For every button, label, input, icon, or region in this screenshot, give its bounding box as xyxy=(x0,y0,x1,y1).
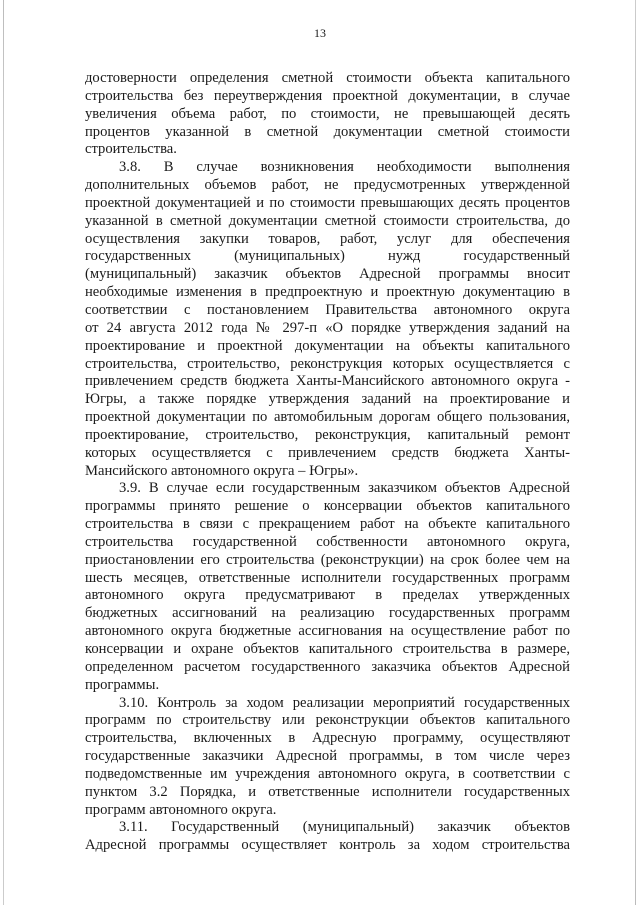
text-line: программ по строительству или реконструкции объектов капитального xyxy=(85,712,570,729)
text-line: 3.11. Государственный (муниципальный) заказчик объектов xyxy=(119,819,570,836)
text-line: проектирование, строительство, реконструкция, капитальный ремонт xyxy=(85,426,570,443)
text-line: шесть месяцев, ответственные исполнители государственных программ xyxy=(85,569,570,586)
text-line: приостановлении его строительства (реконструкции) на срок более чем на xyxy=(85,551,570,568)
text-line: строительства, строительство, реконструкция которых осуществляется с xyxy=(85,355,570,372)
page-number: 13 xyxy=(314,26,326,40)
text-line: достоверности определения сметной стоимости объекта капитального xyxy=(85,70,570,86)
text-line: строительства, включенных в Адресную программу, осуществляют xyxy=(85,730,570,747)
text-line: соответствии с постановлением Правительства автономного округа xyxy=(85,301,570,318)
text-line: проектирование и проектной документации на объекты капитального xyxy=(85,337,570,354)
text-line: от 24 августа 2012 года № 297-п «О порядке утверждения заданий на xyxy=(85,319,570,336)
text-line: программы принято решение о консервации объектов капитального xyxy=(85,498,570,515)
text-line: строительства без переутверждения проектной документации, в случае xyxy=(85,87,570,104)
text-line: государственных (муниципальных) нужд государственный xyxy=(85,248,570,265)
text-line: 3.9. В случае если государственным заказчиком объектов Адресной xyxy=(119,480,570,497)
text-line: определенном расчетом государственного заказчика объектов Адресной xyxy=(85,658,570,675)
text-line: пунктом 3.2 Порядка, и ответственные исполнители государственных xyxy=(85,783,570,800)
text-line: указанной в сметной документации сметной стоимости строительства, до xyxy=(85,212,570,229)
text-line: Югры, а также порядке утверждения заданий на проектирование и xyxy=(85,391,570,408)
text-line: автономного округа бюджетные ассигнования на осуществление работ по xyxy=(85,623,570,640)
text-line: необходимые изменения в предпроектную и проектную документацию в xyxy=(85,284,570,301)
scan-edge-right xyxy=(635,0,636,905)
text-line: программ автономного округа. xyxy=(85,801,277,818)
scan-edge-left xyxy=(3,0,4,905)
text-line: 3.8. В случае возникновения необходимости выполнения xyxy=(119,159,570,176)
text-line: Мансийского автономного округа – Югры». xyxy=(85,462,359,479)
document-body xyxy=(85,70,570,855)
text-line: проектной документации по автомобильным дорогам общего пользования, xyxy=(85,409,570,426)
text-line: проектной документацией и по стоимости превышающих десять процентов xyxy=(85,194,570,211)
text-line: Адресной программы осуществляет контроль за ходом строительства xyxy=(85,837,570,854)
text-line: бюджетных ассигнований на реализацию государственных программ xyxy=(85,605,570,622)
text-line: строительства в связи с прекращением работ на объекте капитального xyxy=(85,516,570,533)
text-line: государственные заказчики Адресной программы, в том числе через xyxy=(85,748,570,765)
text-line: консервации и охране объектов капитального строительства в размере, xyxy=(85,641,570,657)
text-line: строительства. xyxy=(85,141,177,158)
text-line: привлечением средств бюджета Ханты-Мансийского автономного округа - xyxy=(85,373,570,390)
text-line: автономного округа предусматривают в пределах утвержденных xyxy=(85,587,570,604)
text-line: строительства государственной собственности автономного округа, xyxy=(85,533,570,550)
text-line: подведомственные им учреждения автономного округа, в соответствии с xyxy=(85,765,570,782)
text-line: которых осуществляется с привлечением средств бюджета Ханты- xyxy=(85,444,570,461)
text-line: программы. xyxy=(85,676,160,693)
text-line: увеличения объема работ, по стоимости, не превышающей десять xyxy=(85,105,570,122)
text-line: 3.10. Контроль за ходом реализации мероприятий государственных xyxy=(119,694,570,711)
text-line: процентов указанной в сметной документации сметной стоимости xyxy=(85,123,570,140)
text-line: дополнительных объемов работ, не предусмотренных утвержденной xyxy=(85,177,570,194)
text-line: (муниципальный) заказчик объектов Адресной программы вносит xyxy=(85,266,570,283)
text-line: осуществления закупки товаров, работ, услуг для обеспечения xyxy=(85,230,570,247)
